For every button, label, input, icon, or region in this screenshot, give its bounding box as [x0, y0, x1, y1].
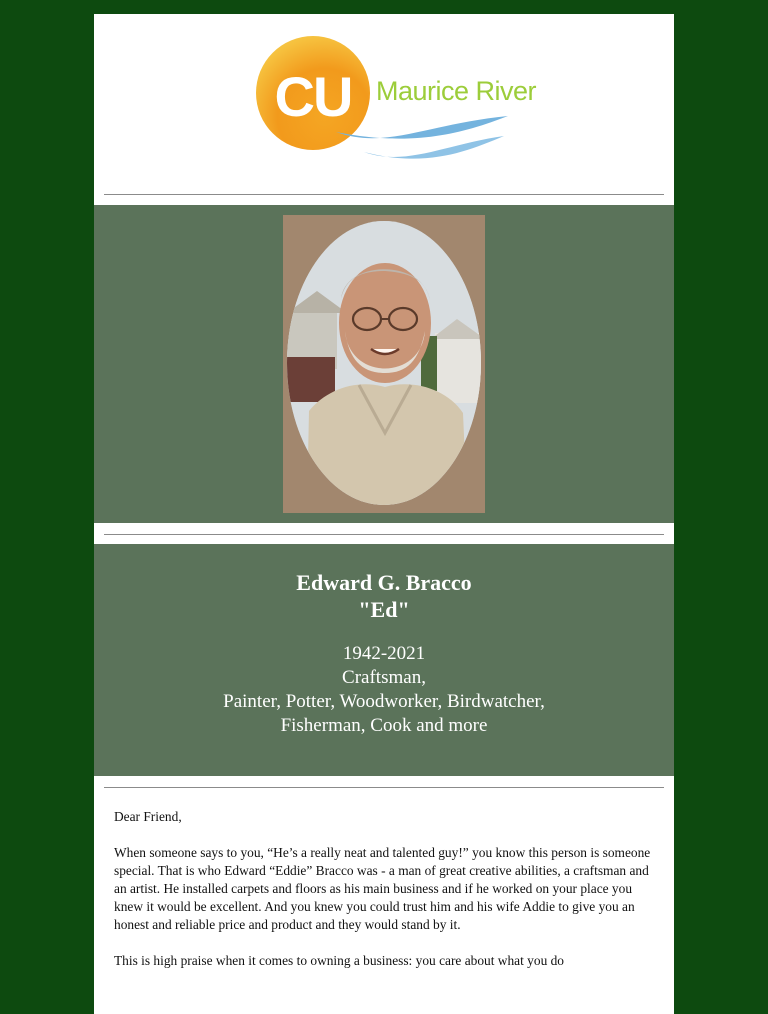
logo-name: Maurice River — [376, 76, 537, 106]
divider — [104, 787, 664, 788]
letter-paragraph: When someone says to you, “He’s a really neat and talented guy!” you know this person is someone special. That is who Edward “Eddie” Bracco was - a man of great creative abilities, a craftsman and an artist. He installed carpets and floors as his main business and if he worked on your place you knew it would be excellent. And you knew you could trust him and his wife Addie to give you an honest and reliable price and product and they would stand by it. — [114, 845, 651, 932]
divider — [104, 534, 664, 535]
letter-greeting: Dear Friend, — [114, 809, 182, 824]
deceased-name: Edward G. Bracco — [296, 570, 472, 595]
portrait-band — [94, 205, 674, 523]
letter-body — [114, 808, 654, 988]
portrait-photo — [287, 221, 481, 505]
river-waves-icon — [326, 112, 511, 174]
occupation-line-1: Craftsman, — [342, 667, 426, 688]
deceased-nickname: "Ed" — [358, 597, 410, 622]
email-card — [94, 14, 674, 1014]
logo[interactable] — [94, 14, 674, 194]
divider — [104, 194, 664, 195]
memorial-band — [94, 544, 674, 776]
occupation-line-3: Fisherman, Cook and more — [280, 715, 488, 736]
portrait-frame — [283, 215, 485, 513]
letter-paragraph: This is high praise when it comes to owning a business: you care about what you do — [114, 953, 564, 968]
portrait-illustration — [287, 221, 481, 505]
logo-mark: CU — [274, 65, 352, 128]
life-years: 1942-2021 — [342, 643, 426, 664]
occupation-line-2: Painter, Potter, Woodworker, Birdwatcher, — [223, 691, 545, 712]
